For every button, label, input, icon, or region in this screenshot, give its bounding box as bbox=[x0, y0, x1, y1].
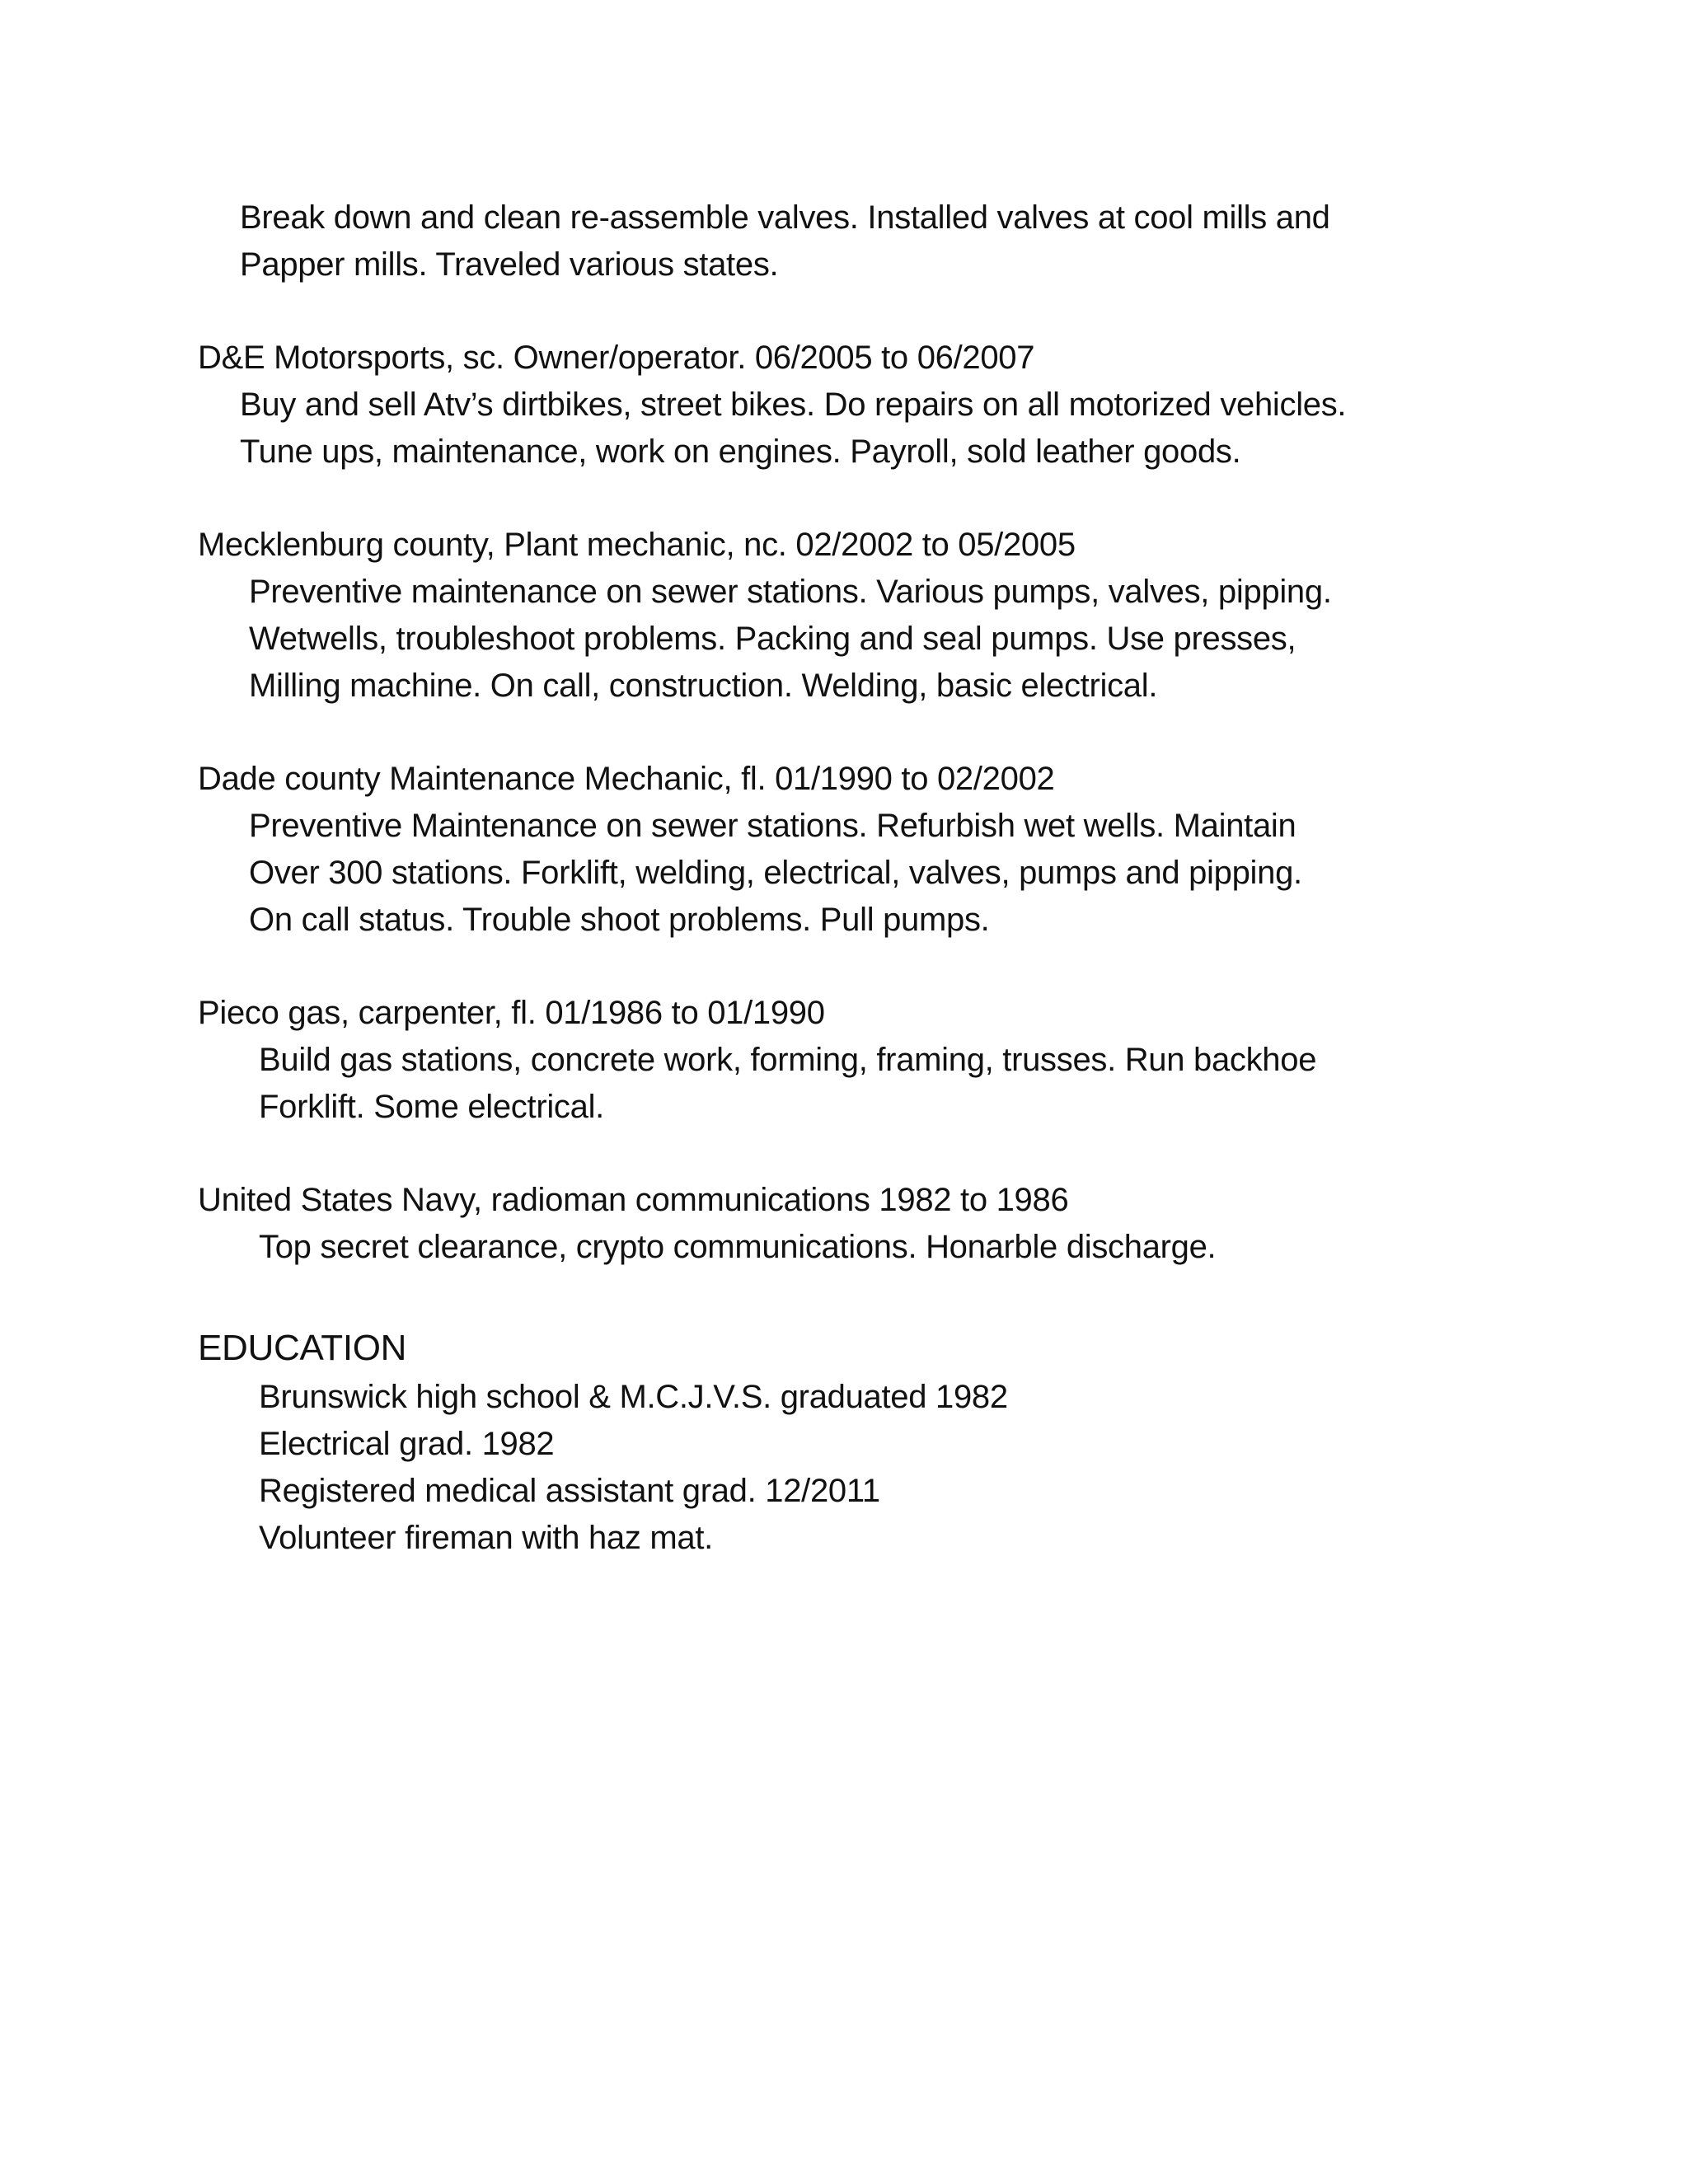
job-title: Dade county Maintenance Mechanic, fl. 01/1990 to 02/2002 bbox=[198, 761, 1055, 797]
job-detail: Buy and sell Atv’s dirtbikes, street bikes. Do repairs on all motorized vehicles. bbox=[240, 387, 1347, 423]
job-detail: Forklift. Some electrical. bbox=[259, 1089, 604, 1125]
job-detail: Wetwells, troubleshoot problems. Packing and seal pumps. Use presses, bbox=[249, 621, 1296, 657]
job-detail: Build gas stations, concrete work, forming, framing, trusses. Run backhoe bbox=[259, 1042, 1317, 1078]
job-title: United States Navy, radioman communications 1982 to 1986 bbox=[198, 1182, 1069, 1218]
job-detail: On call status. Trouble shoot problems. Pull pumps. bbox=[249, 902, 990, 938]
job-detail: Milling machine. On call, construction. Welding, basic electrical. bbox=[249, 668, 1158, 704]
education-item: Electrical grad. 1982 bbox=[259, 1426, 555, 1462]
job-detail: Top secret clearance, crypto communications. Honarble discharge. bbox=[259, 1229, 1217, 1265]
job-detail: Tune ups, maintenance, work on engines. Payroll, sold leather goods. bbox=[240, 434, 1241, 470]
intro-line: Break down and clean re-assemble valves. Installed valves at cool mills and bbox=[240, 199, 1330, 236]
job-title: Pieco gas, carpenter, fl. 01/1986 to 01/1990 bbox=[198, 995, 825, 1031]
job-title: D&E Motorsports, sc. Owner/operator. 06/2005 to 06/2007 bbox=[198, 340, 1035, 376]
job-detail: Preventive maintenance on sewer stations. Various pumps, valves, pipping. bbox=[249, 574, 1332, 610]
education-item: Volunteer fireman with haz mat. bbox=[259, 1520, 713, 1556]
intro-line: Papper mills. Traveled various states. bbox=[240, 246, 779, 283]
education-item: Registered medical assistant grad. 12/2011 bbox=[259, 1473, 880, 1509]
job-detail: Over 300 stations. Forklift, welding, electrical, valves, pumps and pipping. bbox=[249, 855, 1302, 891]
education-item: Brunswick high school & M.C.J.V.S. graduated 1982 bbox=[259, 1379, 1008, 1415]
education-heading: EDUCATION bbox=[198, 1328, 407, 1368]
job-title: Mecklenburg county, Plant mechanic, nc. 02/2002 to 05/2005 bbox=[198, 527, 1076, 563]
job-detail: Preventive Maintenance on sewer stations. Refurbish wet wells. Maintain bbox=[249, 808, 1296, 844]
